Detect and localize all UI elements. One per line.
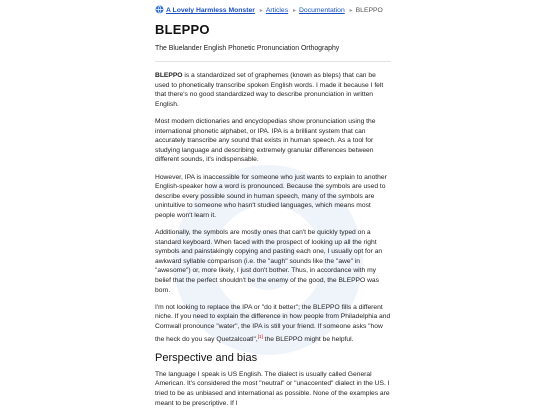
paragraph-niche-end: the BLEPPO might be helpful. xyxy=(262,335,354,343)
breadcrumb-articles-link[interactable]: Articles xyxy=(265,7,289,14)
paragraph-ipa: Most modern dictionaries and encyclopedias show pronunciation using the international phonetic alphabet, or IPA. IPA is a brilliant system that can accurately transcribe any sound that exists in human speech. As a tool for studying language and describing extremely granular differences between different sounds, it's indispensable. xyxy=(155,117,376,164)
paragraph-perspective: The language I speak is US English. The dialect is usually called General American. It's considered the most "neutral" or "unaccented" dialect in the US. I tried to be as unbiased and international as possible. None of the examples are meant to be prescriptive. If I xyxy=(155,370,390,407)
breadcrumb xyxy=(155,5,383,16)
paragraph-niche-text: I'm not looking to replace the IPA or "do it better"; the BLEPPO fills a different niche. If you need to explain the difference in how people from Philadelphia and Cornwall pronounce "water", the IPA is still your friend. If someone asks "how the heck do you say Quetzalcoatl", xyxy=(155,303,391,343)
paragraph-intro-text: is a standardized set of graphemes (known as bleps) that can be used to phonetically transcribe spoken English words. I made it because I felt that there's no good standardized way to describe pronunciation in written English. xyxy=(155,72,384,108)
footnote-link[interactable]: [1] xyxy=(257,333,263,339)
section-heading-perspective: Perspective and bias xyxy=(155,351,258,364)
globe-icon xyxy=(155,5,164,14)
breadcrumb-documentation-link[interactable]: Documentation xyxy=(299,7,345,14)
breadcrumb-separator-icon: ▸ xyxy=(259,8,263,14)
breadcrumb-separator-icon: ▸ xyxy=(293,8,297,14)
paragraph-niche xyxy=(155,303,391,344)
breadcrumb-current: BLEPPO xyxy=(355,7,383,14)
title-divider xyxy=(155,61,391,62)
paragraph-intro xyxy=(155,71,391,109)
page-title: BLEPPO xyxy=(155,22,210,37)
breadcrumb-separator-icon: ▸ xyxy=(349,8,353,14)
paragraph-inaccessible: However, IPA is inaccessible for someone who just wants to explain to another English-speaker how a word is pronounced. Because the symbols are used to describe every possible sound in human speech, many of the symbols are unintuitive to someone who hasn't studied languages, which means most people won't learn it. xyxy=(155,173,387,219)
page-subtitle: The Bluelander English Phonetic Pronunciation Orthography xyxy=(155,45,340,52)
paragraph-keyboard: Additionally, the symbols are mostly ones that can't be quickly typed on a standard keyboard. When faced with the prospect of looking up all the right symbols and painstakingly copying and pasting each one, I usually opt for an awkward syllable comparison (i.e. the "augh" sounds like the "awe" in "awesome") or, more likely, I just don't bother. Thus, in accordance with my belief that the perfect shouldn't be the enemy of the good, the BLEPPO was born. xyxy=(155,229,383,294)
article-body xyxy=(155,71,391,416)
breadcrumb-site-link[interactable]: A Lovely Harmless Monster xyxy=(166,7,255,14)
term-bleppo: BLEPPO xyxy=(155,72,183,79)
